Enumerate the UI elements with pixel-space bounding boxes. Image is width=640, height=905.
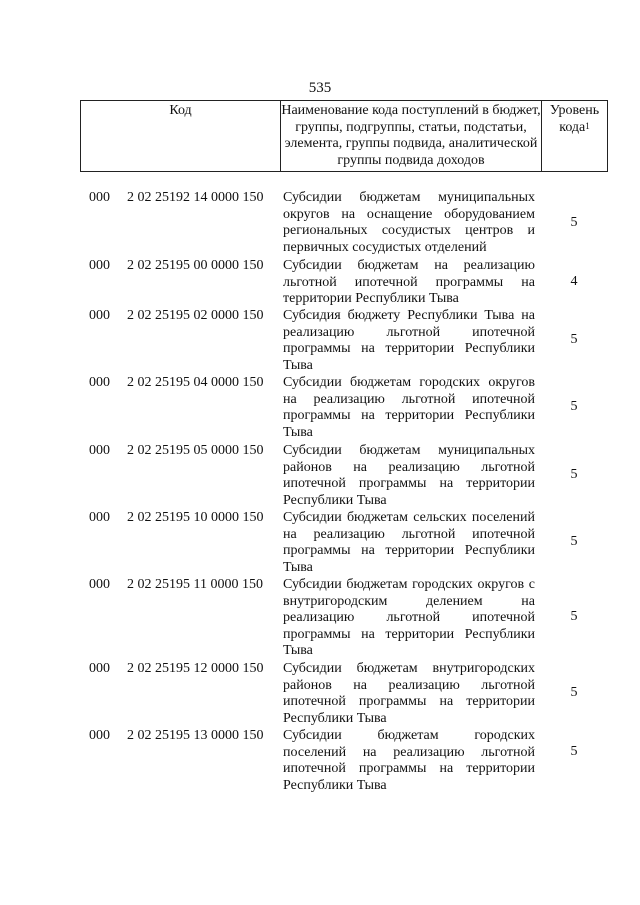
admin-code: 000 [89, 661, 110, 676]
table-row [0, 728, 640, 795]
table-row [0, 510, 640, 577]
code-level: 5 [570, 332, 578, 347]
table-row [0, 577, 640, 661]
revenue-name: Субсидии бюджетам сельских поселений на реализацию льготной ипотечной программы на территории Республики Тыва [283, 510, 535, 575]
revenue-code: 2 02 25195 11 0000 150 [127, 577, 263, 592]
header-name-label: Наименование кода поступлений в бюджет, группы, подгруппы, статьи, подстатьи, элемента, группы подвида, аналитической группы подвида доходов [281, 103, 541, 168]
revenue-name: Субсидия бюджету Республики Тыва на реализацию льготной ипотечной программы на территории Республики Тыва [283, 308, 535, 373]
revenue-name: Субсидии бюджетам городских округов на реализацию льготной ипотечной программы на территории Республики Тыва [283, 375, 535, 440]
code-level: 5 [570, 609, 578, 624]
table-row [0, 308, 640, 375]
revenue-code: 2 02 25195 10 0000 150 [127, 510, 264, 525]
admin-code: 000 [89, 728, 110, 743]
table-row [0, 661, 640, 728]
table-row [0, 375, 640, 443]
admin-code: 000 [89, 308, 110, 323]
page-number: 535 [308, 80, 332, 96]
table-row [0, 443, 640, 510]
table-body [0, 190, 640, 795]
revenue-name: Субсидии бюджетам внутригородских районов на реализацию льготной ипотечной программы на территории Республики Тыва [283, 661, 535, 726]
revenue-name: Субсидии бюджетам городских поселений на реализацию льготной ипотечной программы на территории Республики Тыва [283, 728, 535, 793]
revenue-code: 2 02 25192 14 0000 150 [127, 190, 264, 205]
code-level: 5 [570, 744, 578, 759]
code-level: 5 [570, 467, 578, 482]
revenue-code: 2 02 25195 05 0000 150 [127, 443, 264, 458]
header-level-cell [542, 101, 607, 171]
revenue-name: Субсидии бюджетам муниципальных районов на реализацию льготной ипотечной программы на территории Республики Тыва [283, 443, 535, 508]
admin-code: 000 [89, 577, 110, 592]
header-code-label: Код [169, 103, 192, 118]
revenue-code: 2 02 25195 00 0000 150 [127, 258, 264, 273]
revenue-code: 2 02 25195 04 0000 150 [127, 375, 264, 390]
admin-code: 000 [89, 190, 110, 205]
admin-code: 000 [89, 510, 110, 525]
code-level: 4 [570, 274, 578, 289]
admin-code: 000 [89, 258, 110, 273]
revenue-name: Субсидии бюджетам городских округов с внутригородским делением на реализацию льготной ипотечной программы на территории Республики Тыва [283, 577, 535, 658]
admin-code: 000 [89, 375, 110, 390]
header-level-footnote: 1 [585, 120, 590, 131]
header-code-cell [81, 101, 281, 171]
table-header [80, 100, 608, 172]
code-level: 5 [570, 399, 578, 414]
revenue-name: Субсидии бюджетам на реализацию льготной ипотечной программы на территории Республики Тыва [283, 258, 535, 306]
revenue-code: 2 02 25195 12 0000 150 [127, 661, 264, 676]
header-name-cell [281, 101, 542, 171]
table-row [0, 258, 640, 308]
code-level: 5 [570, 685, 578, 700]
code-level: 5 [570, 534, 578, 549]
revenue-code: 2 02 25195 02 0000 150 [127, 308, 264, 323]
table-row [0, 190, 640, 258]
revenue-code: 2 02 25195 13 0000 150 [127, 728, 264, 743]
revenue-name: Субсидии бюджетам муниципальных округов на оснащение оборудованием региональных сосудистых центров и первичных сосудистых отделений [283, 190, 535, 255]
admin-code: 000 [89, 443, 110, 458]
code-level: 5 [570, 215, 578, 230]
header-level-label: Уровень кода [549, 103, 600, 135]
